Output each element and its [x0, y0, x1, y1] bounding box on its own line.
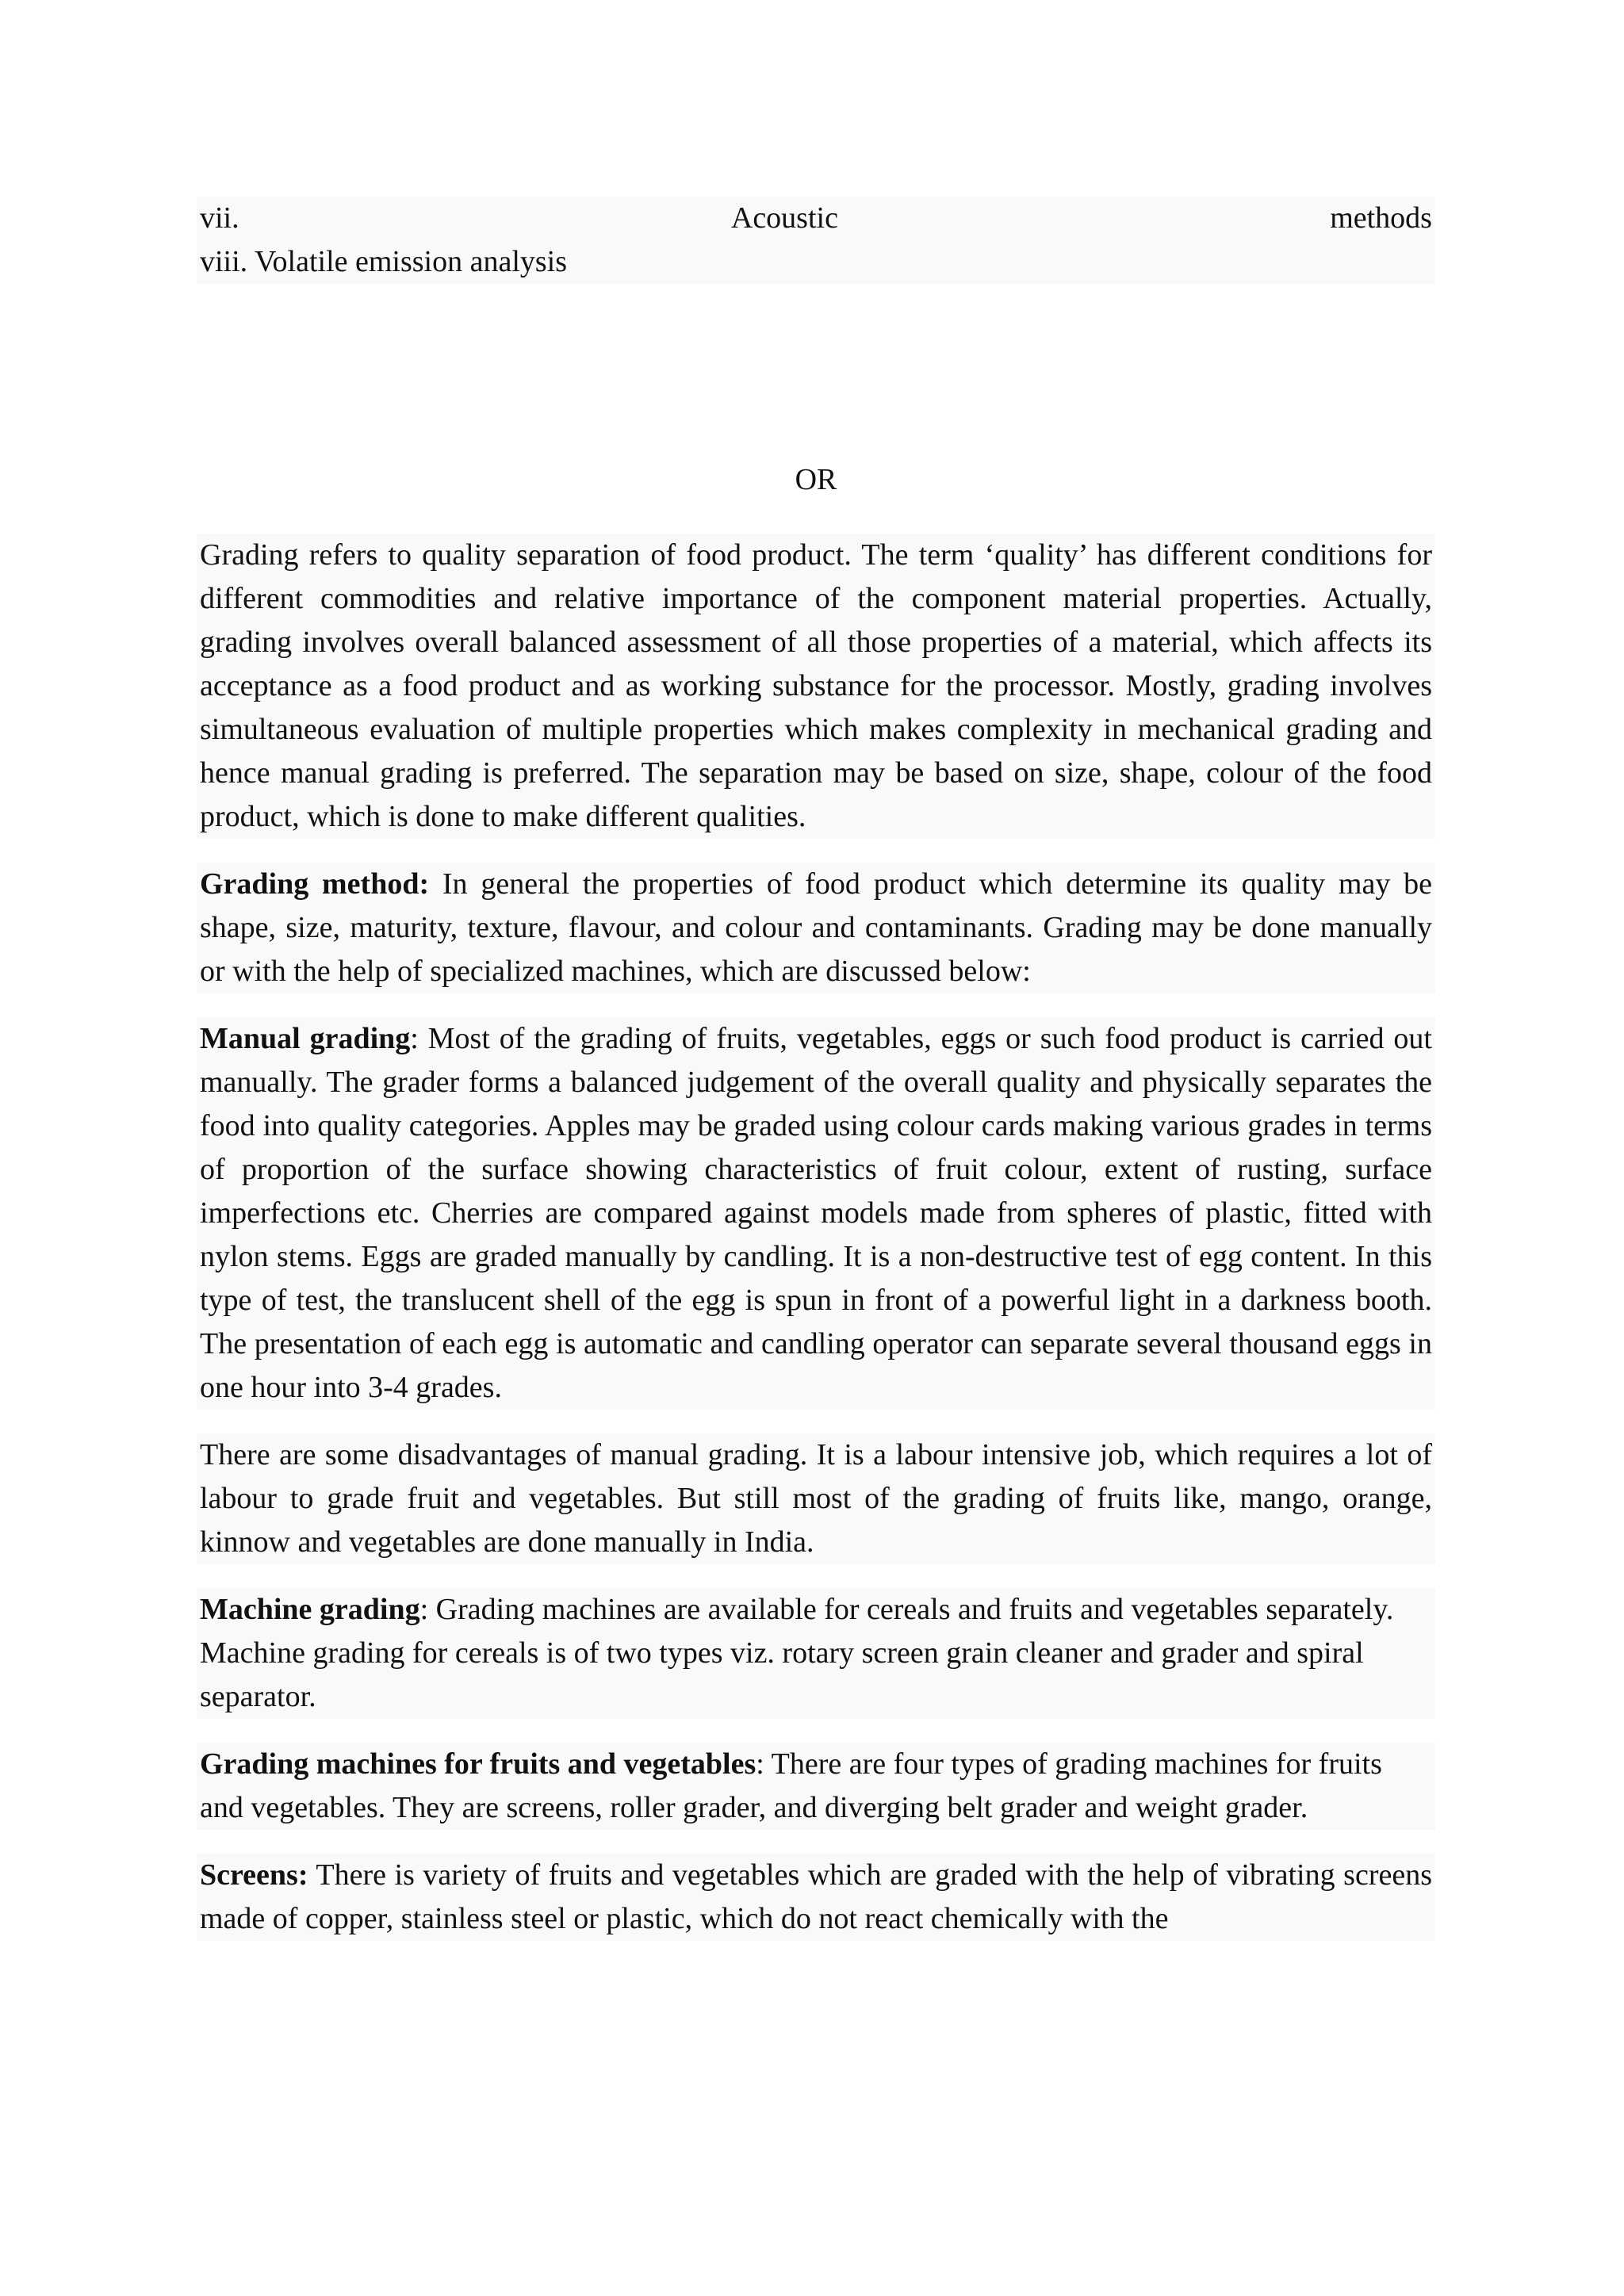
paragraph-text: : Grading machines are available for cereals and fruits and vegetables separately. Machine grading for cereals is of two types viz. rotary screen grain cleaner and grader and spiral separator.: [200, 1593, 1394, 1713]
paragraph-disadvantages: There are some disadvantages of manual grading. It is a labour intensive job, which requires a lot of labour to grade fruit and vegetables. But still most of the grading of fruits like, mango, orange, kinnow and vegetables are done manually in India.: [197, 1433, 1435, 1564]
paragraph-screens: [197, 1854, 1435, 1941]
or-separator: OR: [795, 463, 837, 496]
paragraph-text: There is variety of fruits and vegetables which are graded with the help of vibrating screens made of copper, stainless steel or plastic, which do not react chemically with the: [200, 1858, 1432, 1935]
list-item-viii: viii. Volatile emission analysis: [200, 245, 568, 278]
method-list: [197, 197, 1435, 284]
paragraph-heading: Screens:: [200, 1858, 308, 1892]
paragraph-heading: Grading machines for fruits and vegetables: [200, 1747, 756, 1781]
paragraph-heading: Manual grading: [200, 1022, 411, 1055]
paragraph-machine-grading: [197, 1588, 1435, 1719]
paragraph-text: In general the properties of food product which determine its quality may be shape, size, maturity, texture, flavour, and colour and contaminants. Grading may be done manually or with the help of specialized machines, which are discussed below:: [200, 867, 1432, 988]
paragraph-text: : Most of the grading of fruits, vegetables, eggs or such food product is carried out manually. The grader forms a balanced judgement of the overall quality and physically separates the food into quality categories. Apples may be graded using colour cards making various grades in terms of proportion of the surface showing characteristics of fruit colour, extent of rusting, surface imperfections etc. Cherries are compared against models made from spheres of plastic, fitted with nylon stems. Eggs are graded manually by candling. It is a non-destructive test of egg content. In this type of test, the translucent shell of the egg is spun in front of a powerful light in a darkness booth. The presentation of each egg is automatic and candling operator can separate several thousand eggs in one hour into 3-4 grades.: [200, 1022, 1432, 1404]
paragraph-grading-machines: [197, 1743, 1435, 1830]
list-word: methods: [1330, 201, 1432, 235]
paragraph-manual-grading: [197, 1017, 1435, 1410]
list-word: Acoustic: [730, 201, 838, 235]
paragraph-grading-method: [197, 863, 1435, 993]
list-item-vii: [200, 197, 1432, 240]
paragraph-heading: Machine grading: [200, 1593, 420, 1626]
list-number: vii.: [200, 201, 239, 235]
document-page: [197, 197, 1435, 1941]
paragraph-heading: Grading method:: [200, 867, 430, 901]
paragraph-text: : There are four types of grading machines for fruits and vegetables. They are screens, roller grader, and diverging belt grader and weight grader.: [200, 1747, 1382, 1824]
paragraph-grading-definition: Grading refers to quality separation of food product. The term ‘quality’ has different conditions for different commodities and relative importance of the component material properties. Actually, grading involves overall balanced assessment of all those properties of a material, which affects its acceptance as a food product and as working substance for the processor. Mostly, grading involves simultaneous evaluation of multiple properties which makes complexity in mechanical grading and hence manual grading is preferred. The separation may be based on size, shape, colour of the food product, which is done to make different qualities.: [197, 534, 1435, 839]
